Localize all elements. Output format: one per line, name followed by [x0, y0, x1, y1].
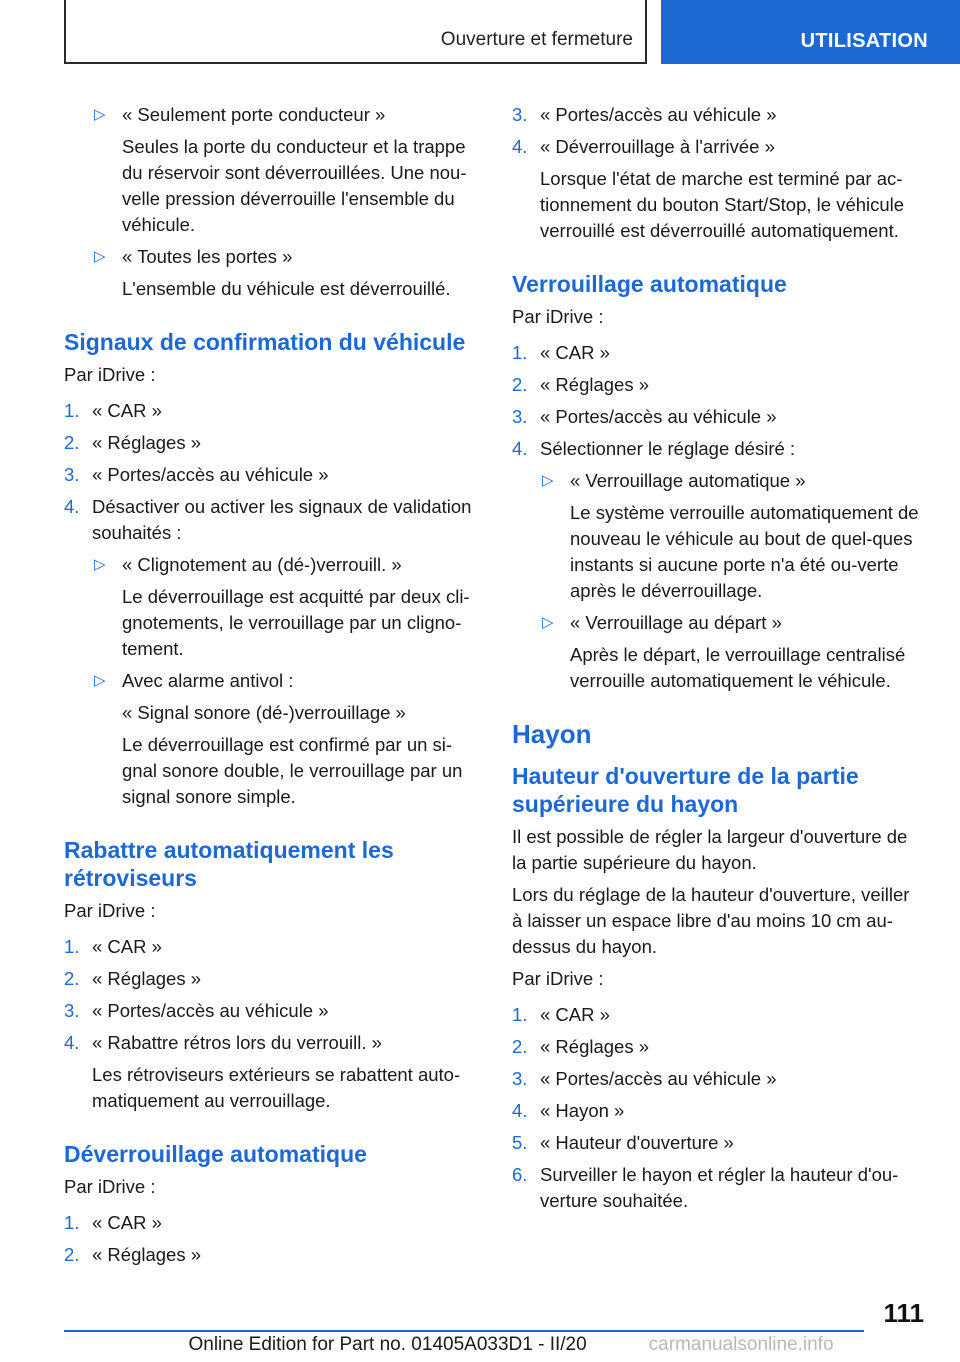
list-item: 4. « Déverrouillage à l'arrivée »: [512, 136, 775, 157]
list-item: 5. « Hauteur d'ouverture »: [512, 1132, 734, 1153]
left-column: [64, 102, 480, 1274]
bullet-desc: Seules la porte du conducteur et la trappe du réservoir sont déverrouillées. Une nou‐velle pression déverrouille l'ensemble du véhicule.: [122, 136, 467, 235]
bullet-desc: Le déverrouillage est acquitté par deux cli‐gnotements, le verrouillage par un cligno‐tement.: [122, 586, 470, 659]
list-item: 3. « Portes/accès au véhicule »: [512, 1068, 777, 1089]
list-item: 4. Désactiver ou activer les signaux de validation souhaités :: [64, 496, 472, 543]
right-column: [512, 102, 924, 1220]
list-item: 3. « Portes/accès au véhicule »: [64, 1000, 329, 1021]
idrive-label: Par iDrive :: [64, 1176, 156, 1197]
paragraph: Il est possible de régler la largeur d'ouverture de la partie supérieure du hayon.: [512, 826, 908, 873]
list-item: 3. « Portes/accès au véhicule »: [512, 104, 777, 125]
bullet-desc: Après le départ, le verrouillage centralisé verrouille automatiquement le véhicule.: [570, 644, 906, 691]
heading-deverrouillage: Déverrouillage automatique: [64, 1141, 367, 1167]
list-item: 6. Surveiller le hayon et régler la hauteur d'ou‐verture souhaitée.: [512, 1164, 899, 1211]
idrive-label: Par iDrive :: [512, 968, 604, 989]
list-item: 2. « Réglages »: [64, 968, 202, 989]
bullet-desc: Le système verrouille automatiquement de nouveau le véhicule au bout de quel‐ques instants si aucune porte n'a été ou‐verte après le déverrouillage.: [570, 502, 919, 601]
bullet-desc: L'ensemble du véhicule est déverrouillé.: [122, 278, 451, 299]
triangle-icon: ▷: [94, 106, 106, 123]
list-item: 2. « Réglages »: [64, 432, 202, 453]
bullet-item: ▷ Avec alarme antivol :: [64, 668, 480, 694]
bullet-item: ▷ « Seulement porte conducteur »: [64, 102, 480, 128]
footer-divider: [64, 1330, 864, 1332]
watermark: carmanualsonline.info: [648, 1334, 834, 1355]
list-item: 1. « CAR »: [64, 1212, 162, 1233]
list-desc: Les rétroviseurs extérieurs se rabattent auto‐matiquement au verrouillage.: [92, 1064, 461, 1111]
heading-verrouillage: Verrouillage automatique: [512, 271, 787, 297]
footer-edition: Online Edition for Part no. 01405A033D1 - II/20: [188, 1334, 587, 1355]
list-item: 2. « Réglages »: [512, 374, 650, 395]
list-item: 1. « CAR »: [64, 400, 162, 421]
bullet-item: ▷ « Verrouillage automatique »: [512, 468, 924, 494]
bullet-desc: Le déverrouillage est confirmé par un si‐gnal sonore double, le verrouillage par un signal sonore simple.: [122, 734, 463, 807]
paragraph: Lors du réglage de la hauteur d'ouverture, veiller à laisser un espace libre d'au moins 10 cm au-dessus du hayon.: [512, 884, 910, 957]
list-item: 1. « CAR »: [512, 342, 610, 363]
list-item: 1. « CAR »: [64, 936, 162, 957]
idrive-label: Par iDrive :: [512, 306, 604, 327]
idrive-label: Par iDrive :: [64, 364, 156, 385]
list-item: 3. « Portes/accès au véhicule »: [512, 406, 777, 427]
footer: [0, 1334, 960, 1356]
page-number: 111: [883, 1298, 924, 1328]
bullet-item: ▷ « Toutes les portes »: [64, 244, 480, 270]
triangle-icon: ▷: [542, 614, 554, 631]
list-item: 4. « Rabattre rétros lors du verrouill. »: [64, 1032, 382, 1053]
triangle-icon: ▷: [94, 248, 106, 265]
list-item: 4. Sélectionner le réglage désiré :: [512, 438, 796, 459]
idrive-label: Par iDrive :: [64, 900, 156, 921]
heading-rabattre: Rabattre automatiquement les rétroviseurs: [64, 837, 394, 891]
triangle-icon: ▷: [94, 672, 106, 689]
list-item: 2. « Réglages »: [512, 1036, 650, 1057]
bullet-item: ▷ « Clignotement au (dé-)verrouill. »: [64, 552, 480, 578]
list-item: 1. « CAR »: [512, 1004, 610, 1025]
triangle-icon: ▷: [94, 556, 106, 573]
bullet-item: ▷ « Verrouillage au départ »: [512, 610, 924, 636]
header-section: [64, 0, 647, 64]
triangle-icon: ▷: [542, 472, 554, 489]
heading-hayon: Hayon: [512, 719, 592, 749]
tab-label: UTILISATION: [800, 30, 928, 52]
list-desc: Lorsque l'état de marche est terminé par ac‐tionnement du bouton Start/Stop, le véhicule verrouillé est déverrouillé automatiquement.: [540, 168, 905, 241]
bullet-desc: « Signal sonore (dé-)verrouillage »: [122, 702, 406, 723]
header-tab[interactable]: [661, 0, 960, 64]
heading-hauteur: Hauteur d'ouverture de la partie supérieure du hayon: [512, 763, 859, 817]
list-item: 3. « Portes/accès au véhicule »: [64, 464, 329, 485]
list-item: 4. « Hayon »: [512, 1100, 625, 1121]
section-title: Ouverture et fermeture: [440, 29, 633, 50]
list-item: 2. « Réglages »: [64, 1244, 202, 1265]
heading-signaux: Signaux de confirmation du véhicule: [64, 329, 466, 355]
